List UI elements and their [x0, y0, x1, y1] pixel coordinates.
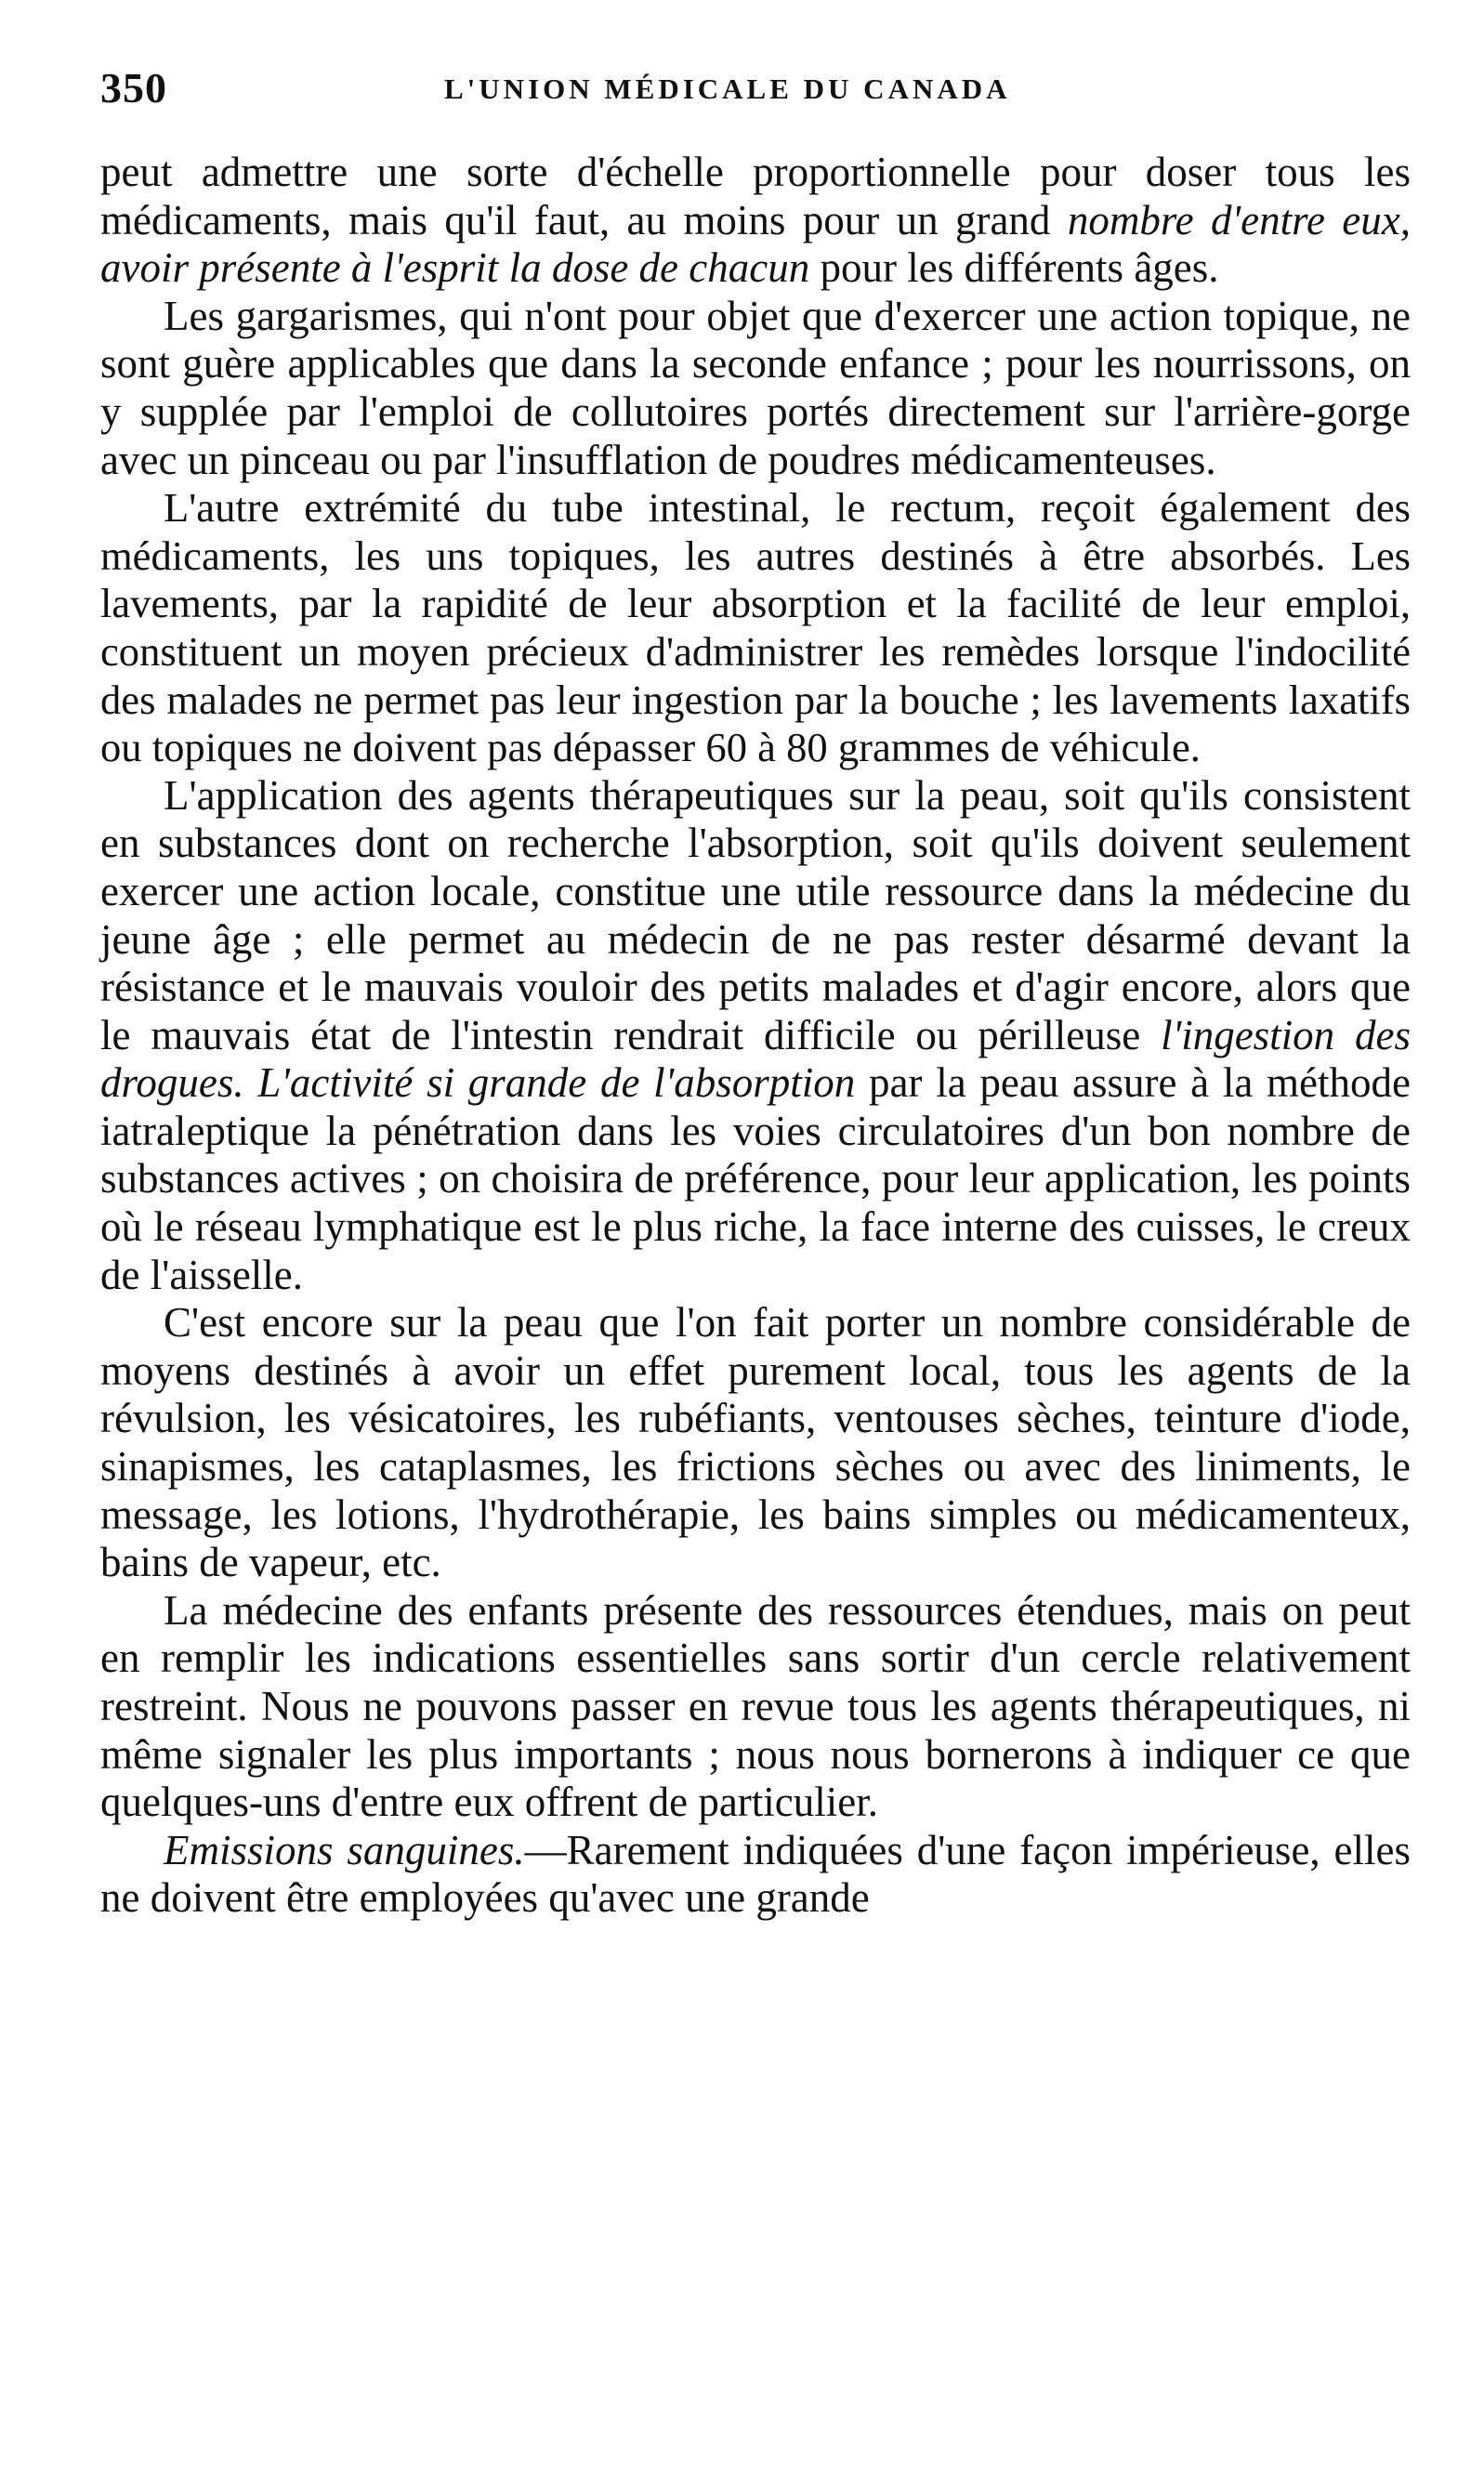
- running-head: L'UNION MÉDICALE DU CANADA: [444, 72, 1011, 105]
- paragraph-revulsion: C'est encore sur la peau que l'on fait porter un nombre considérable de moyens destinés à avoir un effet purement local, tous les agents de la révulsion, les vésicatoires, les rubéfiants, ventouses sèches, teinture d'iode, sinapismes, les cataplasmes, les frictions sèches ou avec des liniments, le message, les lotions, l'hydrothérapie, les bains simples ou médicamenteux, bains de vapeur, etc.: [100, 1299, 1411, 1586]
- paragraph-dosage: [100, 149, 1411, 293]
- paragraph-ressources: La médecine des enfants présente des ressources étendues, mais on peut en remplir les indications essentielles sans sortir d'un cercle relativement restreint. Nous ne pouvons passer en revue tous les agents thérapeutiques, ni même signaler les plus importants ; nous nous bornerons à indiquer ce que quelques-uns d'entre eux offrent de particulier.: [100, 1586, 1411, 1826]
- paragraph-peau-text-b: par la peau assure à la méthode iatraleptique la pénétration dans les voies circulatoires d'un bon nombre de substances actives ; on choisira de préférence, pour leur application, les points où le réseau lymphatique est le plus riche, la face interne des cuisses, le creux de l'aisselle.: [100, 1059, 1411, 1298]
- paragraph-rectum: L'autre extrémité du tube intestinal, le rectum, reçoit également des médicaments, les uns topiques, les autres destinés à être absorbés. Les lavements, par la rapidité de leur absorption et la facilité de leur emploi, constituent un moyen précieux d'administrer les remèdes lorsque l'indocilité des malades ne permet pas leur ingestion par la bouche ; les lavements laxatifs ou topiques ne doivent pas dépasser 60 à 80 grammes de véhicule.: [100, 484, 1411, 771]
- paragraph-peau-italic: l'ingestion des drogues. L'activité si grande de l'absorption: [100, 1011, 1412, 1107]
- paragraph-gargarismes: Les gargarismes, qui n'ont pour objet que d'exercer une action topique, ne sont guère applicables que dans la seconde enfance ; pour les nourrissons, on y supplée par l'emploi de collutoires portés directement sur l'arrière-gorge avec un pinceau ou par l'insufflation de poudres médicamenteuses.: [100, 292, 1411, 483]
- paragraph-dosage-end: pour les différents âges.: [820, 244, 1219, 292]
- paragraph-emissions: [100, 1827, 1411, 1923]
- paragraph-peau-text-a: L'application des agents thérapeutiques sur la peau, soit qu'ils consistent en substances dont on recherche l'absorption, soit qu'ils doivent seulement exercer une action locale, constitue une utile ressource dans la médecine du jeune âge ; elle permet au médecin de ne pas rester désarmé devant la résistance et le mauvais vouloir des petits malades et d'agir encore, alors que le mauvais état de l'intestin rendrait difficile ou périlleuse: [100, 771, 1411, 1058]
- body-text: [100, 149, 1411, 1923]
- paragraph-peau: [100, 772, 1411, 1300]
- page-header: [100, 63, 1411, 119]
- section-heading-emissions: Emissions sanguines.: [164, 1826, 525, 1873]
- paragraph-emissions-text: —Rarement indiquées d'une façon impérieuse, elles ne doivent être employées qu'avec une grande: [100, 1826, 1411, 1922]
- page-number: 350: [100, 64, 167, 112]
- paragraph-dosage-italic: nombre d'entre eux, avoir présente à l'esprit la dose de chacun: [100, 196, 1412, 292]
- paragraph-dosage-text: peut admettre une sorte d'échelle proportionnelle pour doser tous les médicaments, mais qu'il faut, au moins pour un grand: [100, 149, 1411, 243]
